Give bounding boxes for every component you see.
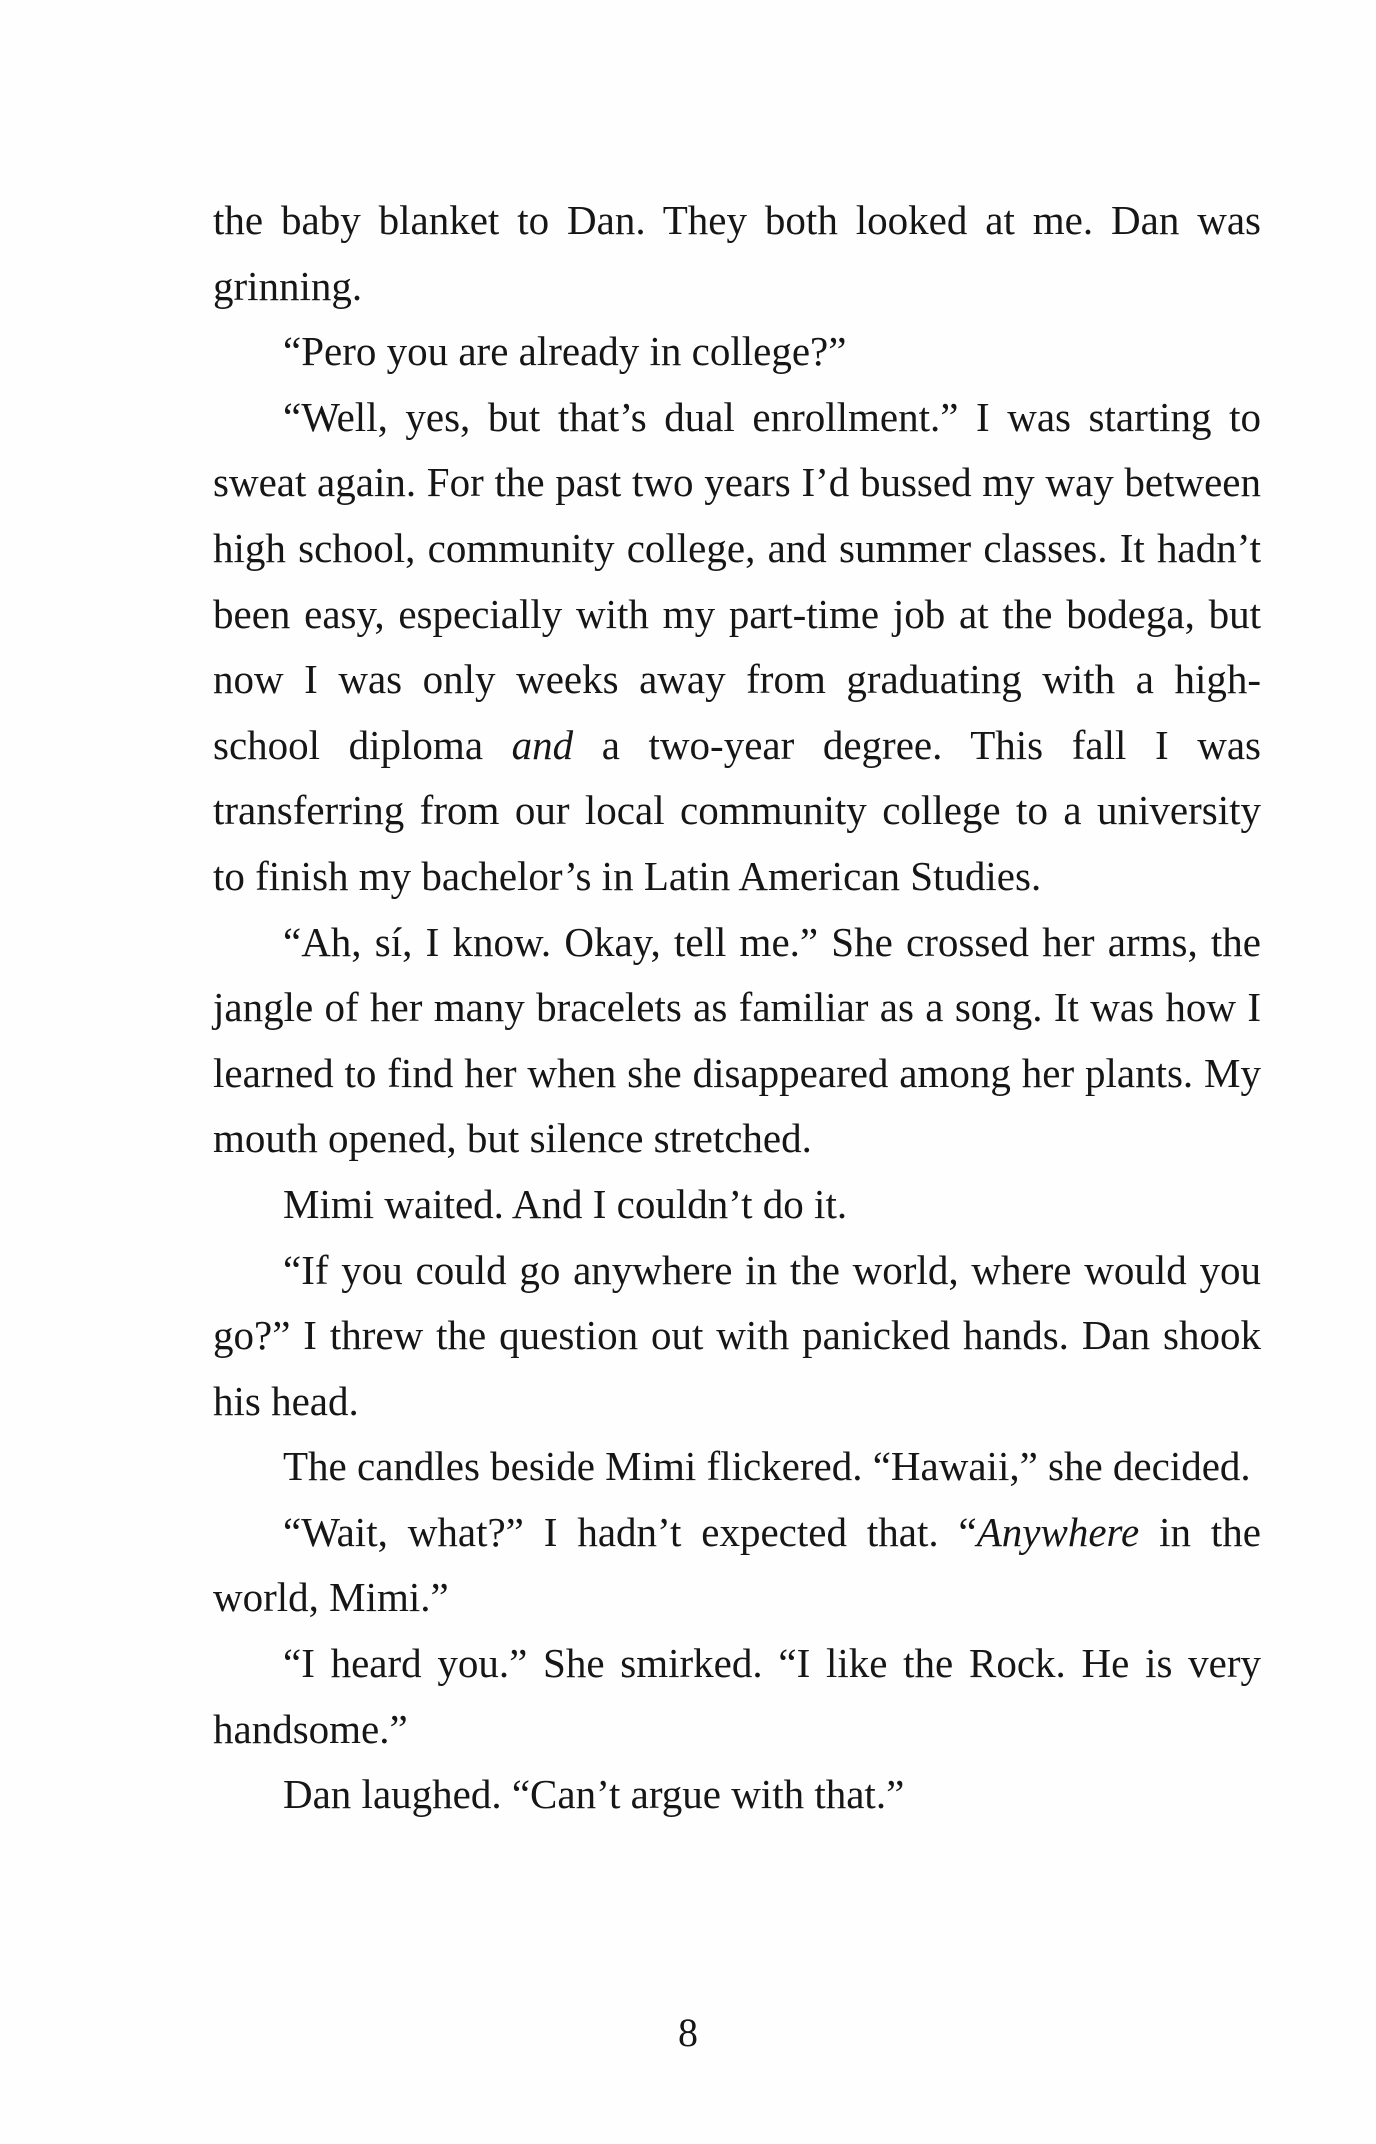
body-text xyxy=(213,188,1261,1828)
paragraph xyxy=(213,319,1261,385)
paragraph-text: “I heard you.” She smirked. “I like the Rock. He is very handsome.” xyxy=(213,1640,1261,1752)
paragraph-text: in the world, Mimi.” xyxy=(213,1508,1261,1621)
paragraph-text: “Pero you are already in college?” xyxy=(283,328,847,375)
paragraph-text: “Wait, what?” I hadn’t expected that. “ xyxy=(283,1508,977,1555)
paragraph-text: “Ah, sí, I know. Okay, tell me.” She crossed her arms, the jangle of her many bracelets as familiar as a song. It was how I learned to find her when she disappeared among her plants. My mouth opened, but silence stretched. xyxy=(213,918,1261,1162)
paragraph xyxy=(213,910,1261,1172)
paragraph-text: Mimi waited. And I couldn’t do it. xyxy=(283,1180,848,1227)
paragraph-text: Dan laughed. “Can’t argue with that.” xyxy=(283,1771,905,1818)
italic-emphasis: and xyxy=(511,721,574,768)
paragraph xyxy=(213,1172,1261,1238)
paragraph-text: a two-year degree. This fall I was transferring from our local community college to a university to finish my bachelor’s in Latin American Studies. xyxy=(213,721,1261,899)
paragraph xyxy=(213,1762,1261,1828)
paragraph xyxy=(213,1500,1261,1631)
paragraph xyxy=(213,1238,1261,1435)
paragraph xyxy=(213,385,1261,910)
page-number: 8 xyxy=(678,2010,698,2055)
paragraph-text: The candles beside Mimi flickered. “Hawaii,” she decided. xyxy=(283,1443,1251,1490)
italic-emphasis: Anywhere xyxy=(976,1508,1140,1555)
paragraph-text: “Well, yes, but that’s dual enrollment.” I was starting to sweat again. For the past two years I’d bussed my way between high school, community college, and summer classes. It hadn’t been easy, especially with my part-time job at the bodega, but now I was only weeks away from graduating with a high-school diploma xyxy=(213,393,1261,768)
paragraph xyxy=(213,1434,1261,1500)
paragraph-text: the baby blanket to Dan. They both looked at me. Dan was grinning. xyxy=(213,197,1261,309)
paragraph xyxy=(213,188,1261,319)
paragraph-text: “If you could go anywhere in the world, where would you go?” I threw the question out with panicked hands. Dan shook his head. xyxy=(213,1246,1261,1424)
paragraph xyxy=(213,1631,1261,1762)
